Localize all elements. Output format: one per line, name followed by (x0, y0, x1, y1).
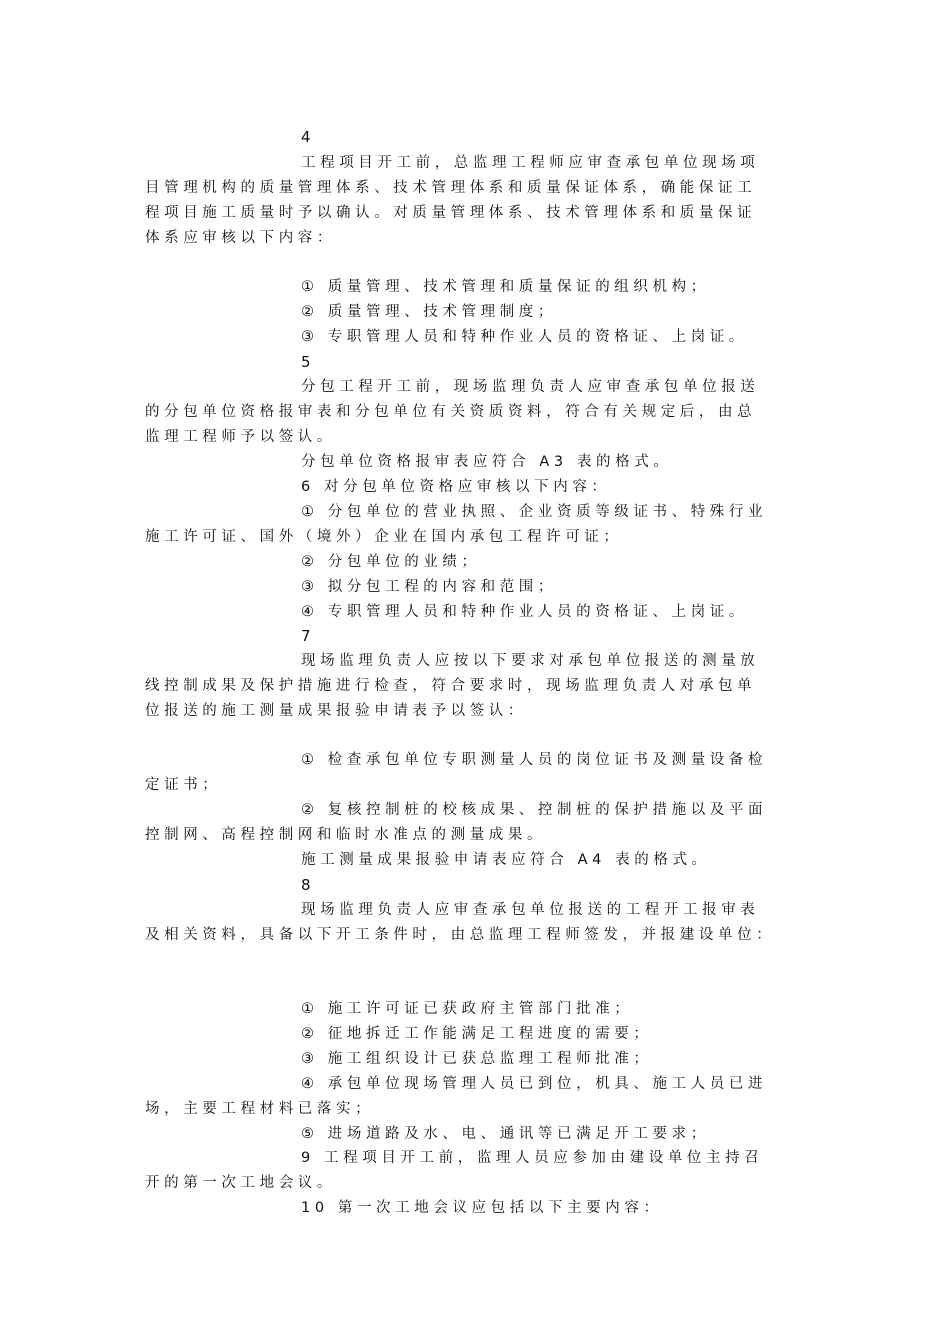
paragraph-line: 位报送的施工测量成果报验申请表予以签认： (145, 703, 527, 719)
list-item: ② 复核控制桩的校核成果、控制桩的保护措施以及平面 (301, 802, 768, 818)
paragraph-line: 线控制成果及保护措施进行检查，符合要求时，现场监理负责人对承包单 (145, 678, 757, 694)
paragraph-line: 工程项目开工前，总监理工程师应审查承包单位现场项 (301, 155, 760, 171)
list-item: ② 征地拆迁工作能满足工程进度的需要； (301, 1026, 653, 1042)
item-number-7: 7 (301, 627, 313, 645)
list-item-continued: 控制网、高程控制网和临时水准点的测量成果。 (145, 827, 547, 843)
list-item: ③ 拟分包工程的内容和范围； (301, 579, 558, 595)
paragraph-line: 开的第一次工地会议。 (145, 1175, 336, 1191)
paragraph-line: 分包工程开工前，现场监理负责人应审查承包单位报送 (301, 379, 760, 395)
paragraph-line: 的分包单位资格报审表和分包单位有关资质资料，符合有关规定后，由总 (145, 404, 757, 420)
list-item: ① 施工许可证已获政府主管部门批准； (301, 1001, 634, 1017)
paragraph-line: 监理工程师予以签认。 (145, 429, 336, 445)
item-6-heading: 6 对分包单位资格应审核以下内容： (301, 479, 611, 495)
paragraph-line: 施工测量成果报验申请表应符合 A4 表的格式。 (301, 852, 711, 868)
list-item-continued: 场，主要工程材料已落实； (145, 1101, 375, 1117)
item-9-paragraph: 9 工程项目开工前，监理人员应参加由建设单位主持召 (301, 1150, 764, 1166)
item-number-4: 4 (301, 128, 313, 146)
list-item: ③ 施工组织设计已获总监理工程师批准； (301, 1051, 653, 1067)
list-item-continued: 定证书； (145, 777, 222, 793)
list-item-continued: 施工许可证、国外（境外）企业在国内承包工程许可证； (145, 529, 623, 545)
paragraph-line: 分包单位资格报审表应符合 A3 表的格式。 (301, 454, 673, 470)
item-number-5: 5 (301, 353, 313, 371)
paragraph-line: 现场监理负责人应审查承包单位报送的工程开工报审表 (301, 902, 760, 918)
item-number-8: 8 (301, 876, 313, 894)
paragraph-line: 目管理机构的质量管理体系、技术管理体系和质量保证体系，确能保证工 (145, 180, 757, 196)
paragraph-line: 现场监理负责人应按以下要求对承包单位报送的测量放 (301, 653, 760, 669)
list-item: ④ 专职管理人员和特种作业人员的资格证、上岗证。 (301, 604, 749, 620)
paragraph-line: 体系应审核以下内容： (145, 230, 336, 246)
paragraph-line: 程项目施工质量时予以确认。对质量管理体系、技术管理体系和质量保证 (145, 205, 757, 221)
list-item: ① 分包单位的营业执照、企业资质等级证书、特殊行业 (301, 504, 768, 520)
list-item: ② 分包单位的业绩； (301, 554, 481, 570)
item-10-heading: 10 第一次工地会议应包括以下主要内容： (301, 1200, 663, 1216)
list-item: ① 质量管理、技术管理和质量保证的组织机构； (301, 279, 710, 295)
list-item: ② 质量管理、技术管理制度； (301, 304, 558, 320)
list-item: ⑤ 进场道路及水、电、通讯等已满足开工要求； (301, 1126, 710, 1142)
list-item: ④ 承包单位现场管理人员已到位，机具、施工人员已进 (301, 1076, 768, 1092)
paragraph-line: 及相关资料，具备以下开工条件时，由总监理工程师签发，并报建设单位： (145, 927, 776, 943)
list-item: ③ 专职管理人员和特种作业人员的资格证、上岗证。 (301, 329, 749, 345)
list-item: ① 检查承包单位专职测量人员的岗位证书及测量设备检 (301, 752, 768, 768)
